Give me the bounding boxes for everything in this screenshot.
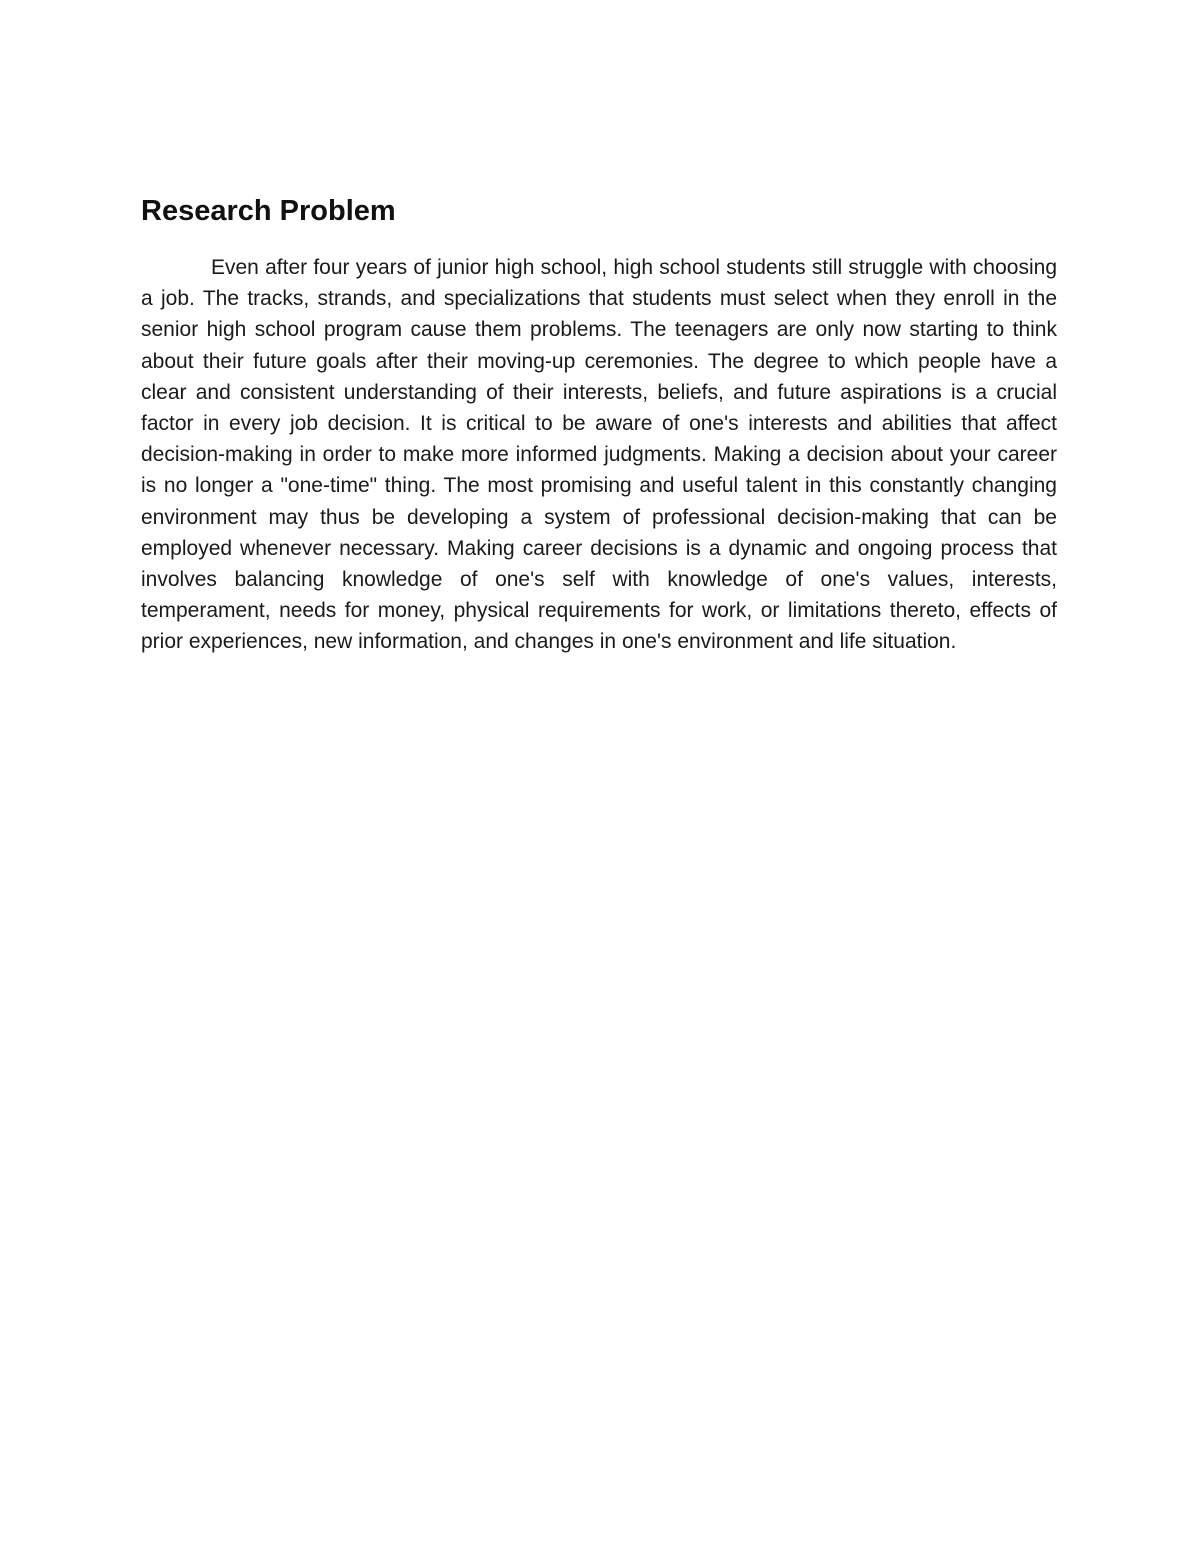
document-content xyxy=(141,192,1057,658)
body-paragraph: Even after four years of junior high school, high school students still struggle with choosing a job. The tracks, strands, and specializations that students must select when they enroll in the senior high school program cause them problems. The teenagers are only now starting to think about their future goals after their moving-up ceremonies. The degree to which people have a clear and consistent understanding of their interests, beliefs, and future aspirations is a crucial factor in every job decision. It is critical to be aware of one's interests and abilities that affect decision-making in order to make more informed judgments. Making a decision about your career is no longer a "one-time" thing. The most promising and useful talent in this constantly changing environment may thus be developing a system of professional decision-making that can be employed whenever necessary. Making career decisions is a dynamic and ongoing process that involves balancing knowledge of one's self with knowledge of one's values, interests, temperament, needs for money, physical requirements for work, or limitations thereto, effects of prior experiences, new information, and changes in one's environment and life situation. xyxy=(141,256,1057,654)
section-heading: Research Problem xyxy=(141,195,396,227)
